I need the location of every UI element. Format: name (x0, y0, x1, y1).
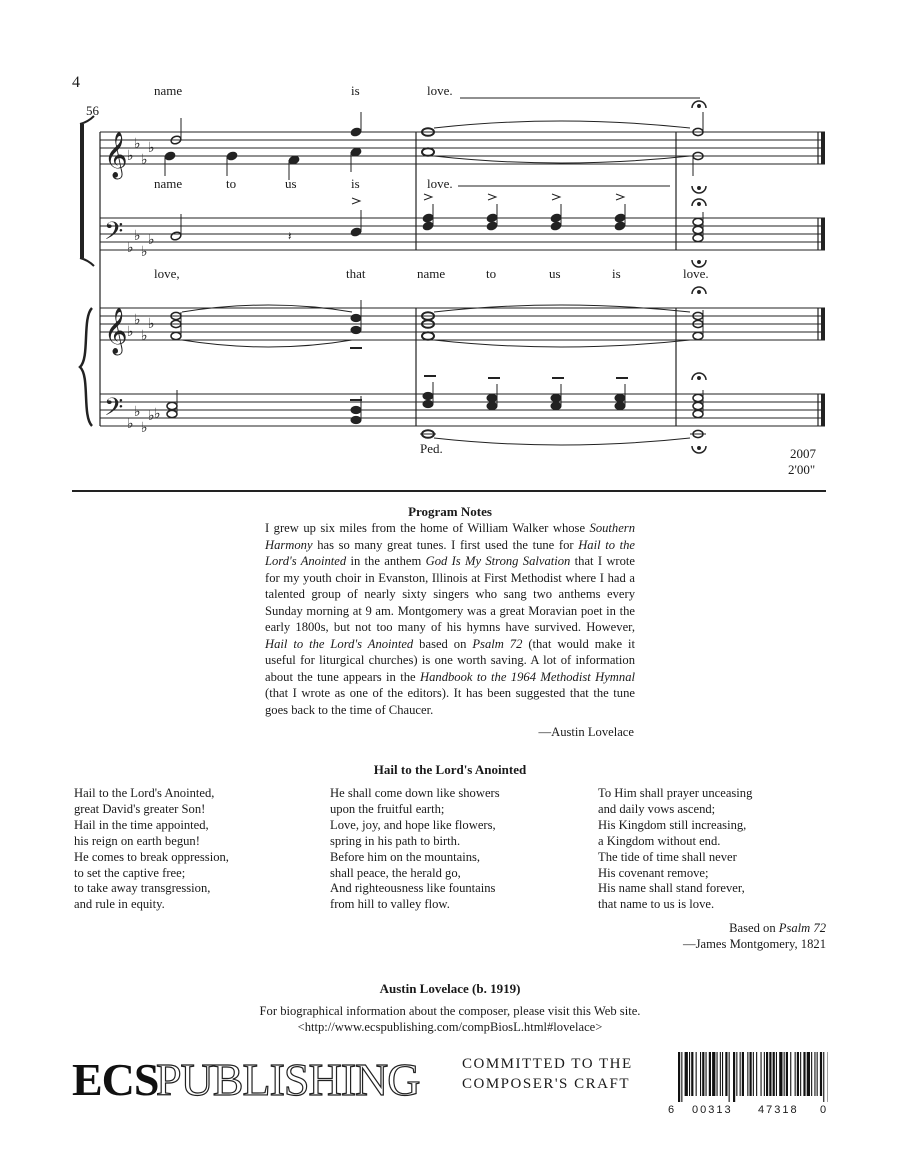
barcode-digit-left: 6 (668, 1104, 675, 1116)
barcode-bar (773, 1052, 775, 1096)
lyric-word: is (351, 83, 360, 98)
key-signature (127, 228, 155, 260)
barcode-bar (696, 1052, 697, 1096)
lyric-word: name (154, 83, 183, 98)
svg-text:♭: ♭ (141, 328, 148, 344)
lyric-word: is (351, 176, 360, 191)
barcode-bar (790, 1052, 791, 1096)
key-signature (127, 404, 155, 436)
svg-text:𝄽: 𝄽 (288, 229, 292, 243)
svg-text:♭: ♭ (141, 244, 148, 260)
svg-text:♭: ♭ (148, 408, 155, 424)
svg-text:♭: ♭ (134, 312, 141, 328)
svg-text:♭: ♭ (148, 316, 155, 332)
lyric-word: that (346, 266, 366, 281)
publisher-logo-ecs: ECS (72, 1054, 159, 1105)
program-notes-text: I grew up six miles from the home of William Walker whose Southern Harmony has so many great tunes. I first used the tune for Hail to the Lord's Anointed in the anthem God Is My Strong Salvation that I wrote for my youth choir in Evanston, Illinois at First Methodist where I had a talented group of nearly sixty singers who sang two anthems every Sunday morning at 9 am. Montgomery was a great Moravian poet in the early 1800s, but not too many of his hymns have survived. However, Hail to the Lord's Anointed based on Psalm 72 (that would make it useful for liturgical churches) is one worth saving. A lot of information about the tune appears in the Handbook to the 1964 Methodist Hymnal (that I wrote as one of the editors). It has been suggested that the tune goes back to the time of Chaucer. (265, 521, 636, 717)
lyric-word: love, (154, 266, 180, 281)
key-signature (127, 312, 155, 344)
barcode-bar (797, 1052, 799, 1096)
barcode-bar (742, 1052, 744, 1096)
barcode-bar (764, 1052, 765, 1096)
lyric-word: love. (427, 176, 453, 191)
barcode-bar (769, 1052, 771, 1096)
staff-bass (100, 218, 825, 250)
lyric-word: us (285, 176, 297, 191)
organ-brace (80, 308, 92, 426)
barcode-bar (709, 1052, 711, 1096)
svg-text:♭: ♭ (134, 228, 141, 244)
barcode-bar (689, 1052, 690, 1096)
hymn-stanza-1: Hail to the Lord's Anointed, great David's greater Son! Hail in the time appointed, his reign on earth begun! He comes to break oppression, to set the captive free; to take away transgression, and rule in equity. (74, 786, 229, 912)
program-notes-title: Program Notes (408, 504, 492, 519)
barcode-bar (685, 1052, 688, 1096)
publisher-logo-publishing: PUBLISHING (156, 1054, 420, 1105)
lyric-word: love. (427, 83, 453, 98)
barcode-bars (678, 1052, 828, 1102)
barcode-bar (800, 1052, 801, 1096)
staff-organ-right (100, 308, 825, 340)
barcode-bar (722, 1052, 723, 1096)
publisher-tagline-line-1: COMMITTED TO THE (462, 1056, 633, 1072)
barcode-bar (811, 1052, 812, 1096)
treble-clef: 𝄞 (104, 308, 128, 354)
barcode-bar (766, 1052, 768, 1096)
svg-text:♭: ♭ (148, 140, 155, 156)
barcode-bar (784, 1052, 785, 1096)
barcode-bar (807, 1052, 810, 1096)
bass-notes (170, 204, 703, 243)
treble-clef: 𝄞 (104, 132, 128, 178)
barcode-bar (729, 1052, 730, 1102)
bass-clef: 𝄢 (104, 393, 124, 428)
composition-year: 2007 (790, 446, 816, 461)
pedal-marking: Ped. (420, 441, 443, 456)
program-notes-signature: —Austin Lovelace (538, 725, 634, 739)
barcode-bar (725, 1052, 727, 1096)
barcode-group-1: 00313 (692, 1104, 733, 1116)
barcode-bar (740, 1052, 741, 1096)
bass-clef: 𝄢 (104, 217, 124, 252)
soprano-alto-notes (164, 112, 703, 180)
barcode-bar (803, 1052, 805, 1096)
barcode-bar (706, 1052, 707, 1096)
lyric-word: is (612, 266, 621, 281)
barcode-bar (681, 1052, 682, 1102)
barcode-bar (747, 1052, 748, 1096)
staff-organ-left (100, 394, 825, 426)
music-score (0, 0, 900, 480)
svg-text:♭: ♭ (141, 420, 148, 436)
barcode-bar (702, 1052, 704, 1096)
svg-text:♭: ♭ (134, 136, 141, 152)
lyric-word: to (486, 266, 497, 281)
lyric-word: to (226, 176, 237, 191)
lyric-word: name (417, 266, 446, 281)
publisher-tagline-line-2: COMPOSER'S CRAFT (462, 1076, 631, 1092)
lyric-word: name (154, 176, 183, 191)
barcode-digit-right: 0 (820, 1104, 827, 1116)
barcode-group-2: 47318 (758, 1104, 799, 1116)
barcode-bar (761, 1052, 762, 1096)
barcode-bar (756, 1052, 757, 1096)
barcode-bar (733, 1052, 735, 1102)
barcode-bar (786, 1052, 788, 1096)
hymn-stanza-3: To Him shall prayer unceasing and daily vows ascend; His Kingdom still increasing, a Kingdom without end. The tide of time shall never His covenant remove; His name shall stand forever, that name to us is love. (598, 786, 753, 912)
hymn-author: —James Montgomery, 1821 (683, 937, 826, 951)
barcode-bar (700, 1052, 701, 1096)
barcode-bar (750, 1052, 752, 1096)
svg-text:♭: ♭ (127, 148, 134, 164)
barcode-bar (691, 1052, 693, 1096)
system-bracket (80, 116, 100, 426)
barcode-bar (736, 1052, 737, 1096)
barcode-bar (795, 1052, 796, 1096)
barcode-bar (776, 1052, 777, 1096)
barcode-bar (779, 1052, 782, 1096)
svg-text:♭: ♭ (127, 240, 134, 256)
barcode-bar (678, 1052, 680, 1102)
hymn-source: Based on Psalm 72 (729, 921, 826, 935)
svg-text:♭: ♭ (127, 416, 134, 432)
lyric-word: us (549, 266, 561, 281)
barcode-bar (720, 1052, 721, 1096)
hymn-stanza-2: He shall come down like showers upon the fruitful earth; Love, joy, and hope like flowers, spring in his path to birth. Before him on the mountains, shall peace, the herald go, And righteousness like fountains from hill to valley flow. (330, 786, 500, 912)
measure-number: 56 (86, 103, 99, 118)
svg-text:♭: ♭ (154, 406, 161, 422)
page-number: 4 (72, 74, 80, 91)
fermata (692, 101, 706, 193)
barcode-bar (753, 1052, 754, 1096)
composer-url[interactable]: <http://www.ecspublishing.com/compBiosL.html#lovelace> (297, 1020, 603, 1034)
key-signature (127, 136, 155, 168)
svg-text:♭: ♭ (141, 152, 148, 168)
lyric-extenders (458, 98, 700, 186)
barcode-bar (717, 1052, 718, 1096)
fermata (692, 287, 706, 294)
section-divider (72, 490, 826, 492)
svg-text:♭: ♭ (134, 404, 141, 420)
svg-text:♭: ♭ (127, 324, 134, 340)
svg-text:♭: ♭ (148, 232, 155, 248)
barcode-bar (712, 1052, 715, 1096)
composer-bio-line: For biographical information about the composer, please visit this Web site. (259, 1004, 641, 1018)
barcode-bar (817, 1052, 818, 1096)
accent-marks (352, 194, 624, 204)
duration: 2'00" (788, 462, 816, 477)
barcode-bar (814, 1052, 815, 1096)
barcode-bar (820, 1052, 822, 1096)
hymn-title: Hail to the Lord's Anointed (373, 762, 527, 777)
lyric-word: love. (683, 266, 709, 281)
composer-name: Austin Lovelace (b. 1919) (379, 981, 521, 996)
fermata (692, 373, 706, 453)
barcode-bar (823, 1052, 824, 1102)
